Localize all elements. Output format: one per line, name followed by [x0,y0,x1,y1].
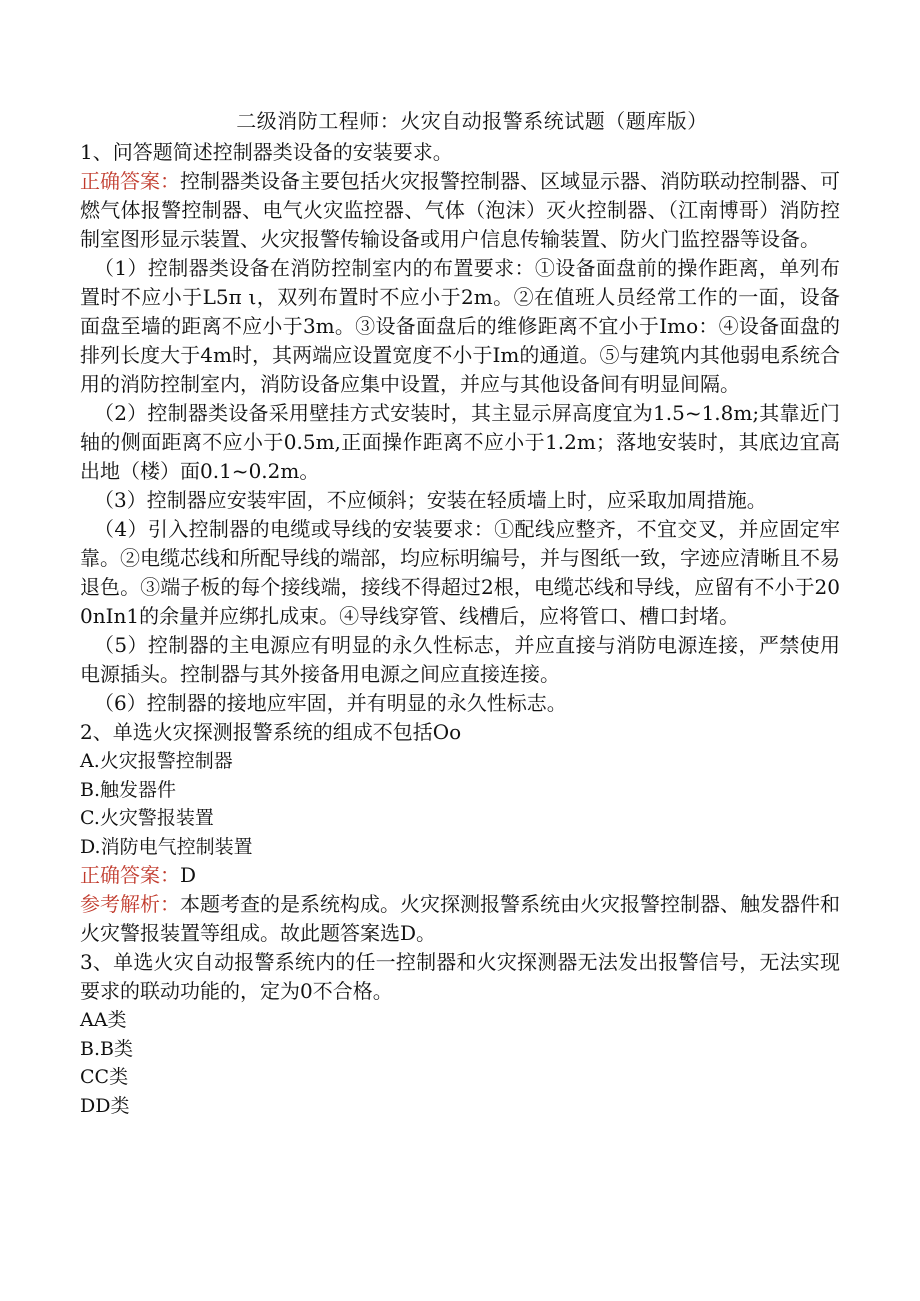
answer-paragraph-1: （1）控制器类设备在消防控制室内的布置要求：①设备面盘前的操作距离，单列布置时不应小于L5π ι，双列布置时不应小于2m。②在值班人员经常工作的一面，设备面盘至墙的距离不应小于3m。③设备面盘后的维修距离不宜小于Imo：④设备面盘的排列长度大于4m时，其两端应设置宽度不小于Im的通道。⑤与建筑内其他弱电系统合用的消防控制室内，消防设备应集中设置，并应与其他设备间有明显间隔。 [80,256,840,396]
analysis-text: 本题考查的是系统构成。火灾探测报警系统由火灾报警控制器、触发器件和火灾警报装置等组成。故此题答案选D。 [80,892,840,945]
answer-paragraph-5: （5）控制器的主电源应有明显的永久性标志，并应直接与消防电源连接，严禁使用电源插头。控制器与其外接备用电源之间应直接连接。 [80,633,840,686]
option-c: C.火灾警报装置 [80,807,214,829]
answer-intro: 控制器类设备主要包括火灾报警控制器、区域显示器、消防联动控制器、可燃气体报警控制器、电气火灾监控器、气体（泡沫）灭火控制器、（江南博哥）消防控制室图形显示装置、火灾报警传输设备或用户信息传输装置、防火门监控器等设备。 [80,169,840,251]
document-page [80,106,840,1120]
question-2-answer [80,861,840,890]
option-a: AA类 [80,1009,127,1031]
question-2: 2、单选火灾探测报警系统的组成不包括Oo [80,720,462,744]
option-d: DD类 [80,1094,130,1117]
question-1: 1、问答题简述控制器类设备的安装要求。 [80,140,453,164]
answer-label: 正确答案： [80,863,180,887]
option-b: B.触发器件 [80,778,177,801]
answer-paragraph-2: （2）控制器类设备采用壁挂方式安装时，其主显示屏高度宜为1.5~1.8m;其靠近门轴的侧面距离不应小于0.5m,正面操作距离不应小于1.2m；落地安装时，其底边宜高出地（楼）面0.1~0.2m。 [80,401,840,483]
answer-paragraph-3: （3）控制器应安装牢固，不应倾斜；安装在轻质墙上时，应采取加周措施。 [94,488,767,512]
question-2-analysis [80,890,840,948]
question-1-answer [80,167,840,254]
option-b: B.B类 [80,1037,133,1060]
document-title: 二级消防工程师：火灾自动报警系统试题（题库版） [236,109,708,133]
answer-paragraph-6: （6）控制器的接地应牢固，并有明显的永久性标志。 [94,691,567,715]
option-a: A.火灾报警控制器 [80,750,233,772]
option-d: D.消防电气控制装置 [80,835,253,858]
answer-label: 正确答案： [80,169,180,193]
answer-paragraph-4: （4）引入控制器的电缆或导线的安装要求：①配线应整齐，不宜交叉，并应固定牢靠。②电缆芯线和所配导线的端部，均应标明编号，并与图纸一致，字迹应清晰且不易退色。③端子板的每个接线端，接线不得超过2根，电缆芯线和导线，应留有不小于200nIn1的余量并应绑扎成束。④导线穿管、线槽后，应将管口、槽口封堵。 [80,517,840,628]
option-c: CC类 [80,1066,129,1088]
answer-value: D [180,863,197,887]
analysis-label: 参考解析： [80,892,180,916]
question-3: 3、单选火灾自动报警系统内的任一控制器和火灾探测器无法发出报警信号，无法实现要求的联动功能的，定为0不合格。 [80,950,840,1003]
